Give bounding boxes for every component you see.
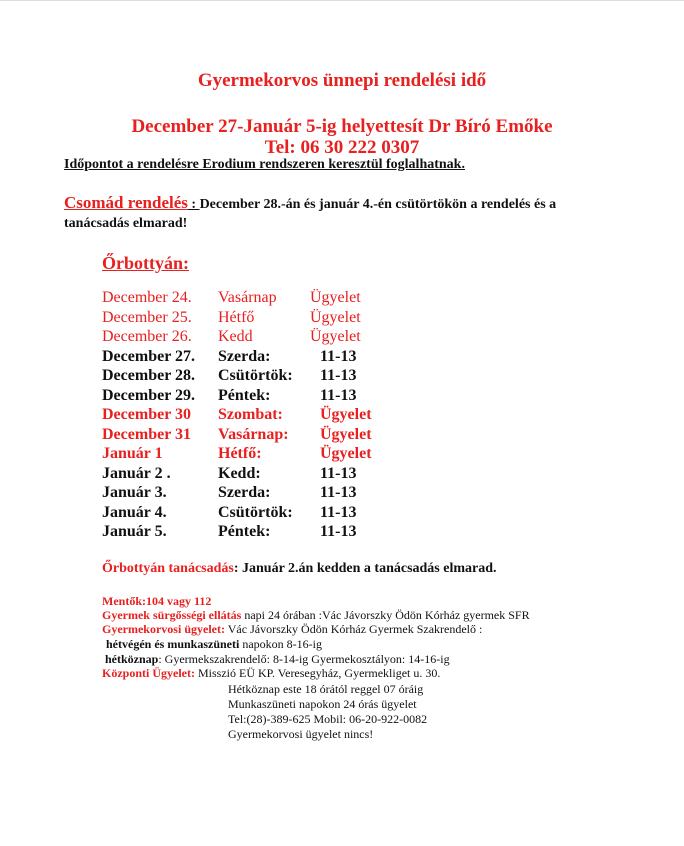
csomad-text: December 28.-án és január 4.-én csütörtökön a rendelés és a tanácsadás elmarad! <box>64 197 557 231</box>
schedule-date: Január 3. <box>102 484 167 501</box>
surgossegi-line <box>102 608 530 623</box>
town-heading: Őrbottyán: <box>102 253 189 273</box>
schedule-day: Péntek: <box>218 386 271 404</box>
schedule-hours: Ügyelet <box>320 445 372 462</box>
schedule-day: Csütörtök: <box>218 503 293 521</box>
schedule-date: December 27. <box>102 347 195 365</box>
schedule-hours: 11-13 <box>320 484 357 501</box>
ugyelet-label: Gyermekorvosi ügyelet: <box>102 622 225 636</box>
schedule-date: Január 4. <box>102 503 167 521</box>
schedule-date: December 26. <box>102 328 192 345</box>
page-title: Gyermekorvos ünnepi rendelési idő <box>197 70 487 91</box>
hetvegen-line <box>106 637 322 652</box>
schedule-date: December 30 <box>102 406 191 423</box>
schedule-hours: 11-13 <box>320 367 357 384</box>
schedule-day: Kedd <box>218 328 253 345</box>
schedule-hours: 11-13 <box>320 464 357 482</box>
tanacsadas-text: : Január 2.án kedden a tanácsadás elmarad. <box>233 561 497 576</box>
ugyelet-line <box>102 622 482 637</box>
schedule-day: Vasárnap: <box>218 425 289 443</box>
schedule-day: Csütörtök: <box>218 367 293 384</box>
csomad-label: Csomád rendelés <box>64 193 188 212</box>
schedule-day: Péntek: <box>218 523 271 540</box>
schedule-day: Kedd: <box>218 464 261 482</box>
kozponti-line-3: Tel:(28)-389-625 Mobil: 06-20-922-0082 <box>228 712 428 726</box>
schedule-date: Január 1 <box>102 445 163 462</box>
mentok-line: Mentők:104 vagy 112 <box>102 594 212 608</box>
phone-line: Tel: 06 30 222 0307 <box>264 137 420 158</box>
kozponti-line <box>102 666 440 681</box>
schedule-date: December 28. <box>102 367 195 384</box>
kozponti-line-2: Munkaszüneti napokon 24 órás ügyelet <box>228 697 417 711</box>
csomad-colon: : <box>187 197 200 212</box>
hetkoznap-line <box>105 652 450 667</box>
surgossegi-label: Gyermek sürgősségi ellátás <box>102 608 242 622</box>
schedule-day: Szerda: <box>218 347 271 365</box>
kozponti-label: Központi Ügyelet: <box>102 666 195 680</box>
schedule-date: December 31 <box>102 425 191 443</box>
hetkoznap-label: hétköznap <box>105 652 159 666</box>
ugyelet-text: Vác Jávorszky Ödön Kórház Gyermek Szakrendelő : <box>224 622 483 636</box>
schedule-day: Hétfő <box>218 308 255 326</box>
schedule-date: Január 2 . <box>102 464 171 482</box>
schedule-day: Hétfő: <box>218 445 262 462</box>
hetvegen-label: hétvégén és munkaszüneti <box>106 637 240 651</box>
schedule-hours: Ügyelet <box>310 308 361 326</box>
schedule-date: December 29. <box>102 386 195 404</box>
hetkoznap-text: : Gyermekszakrendelő: 8-14-ig Gyermekosztályon: 14-16-ig <box>158 652 450 666</box>
schedule-day: Szombat: <box>218 406 283 423</box>
csomad-notice <box>64 193 604 233</box>
schedule-hours: Ügyelet <box>310 328 361 345</box>
schedule-hours: 11-13 <box>320 386 357 404</box>
schedule-hours: Ügyelet <box>320 425 372 443</box>
tanacsadas-notice <box>102 561 497 577</box>
schedule-hours: Ügyelet <box>310 289 361 306</box>
schedule-date: December 24. <box>102 289 192 306</box>
page-top-border <box>0 0 684 1</box>
booking-note: Időpontot a rendelésre Erodium rendszeren keresztül foglalhatnak. <box>64 157 465 172</box>
schedule-hours: 11-13 <box>320 523 357 540</box>
hetvegen-text: napokon 8-16-ig <box>239 637 322 651</box>
schedule-date: December 25. <box>102 308 192 326</box>
schedule-day: Szerda: <box>218 484 271 501</box>
kozponti-line-4: Gyermekorvosi ügyelet nincs! <box>228 727 374 741</box>
kozponti-line-1: Hétköznap este 18 órától reggel 07 óráig <box>228 682 424 696</box>
schedule-date: Január 5. <box>102 523 167 540</box>
schedule-hours: Ügyelet <box>320 406 372 423</box>
kozponti-text: Misszió EÜ KP. Veresegyház, Gyermekliget u. 30. <box>194 666 441 680</box>
schedule-hours: 11-13 <box>320 347 357 365</box>
schedule-day: Vasárnap <box>218 289 277 306</box>
surgossegi-text: napi 24 órában :Vác Jávorszky Ödön Kórház gyermek SFR <box>241 608 530 622</box>
substitute-line: December 27-Január 5-ig helyettesít Dr Bíró Emőke <box>131 116 553 137</box>
schedule-hours: 11-13 <box>320 503 357 521</box>
tanacsadas-label: Őrbottyán tanácsadás <box>102 561 234 576</box>
